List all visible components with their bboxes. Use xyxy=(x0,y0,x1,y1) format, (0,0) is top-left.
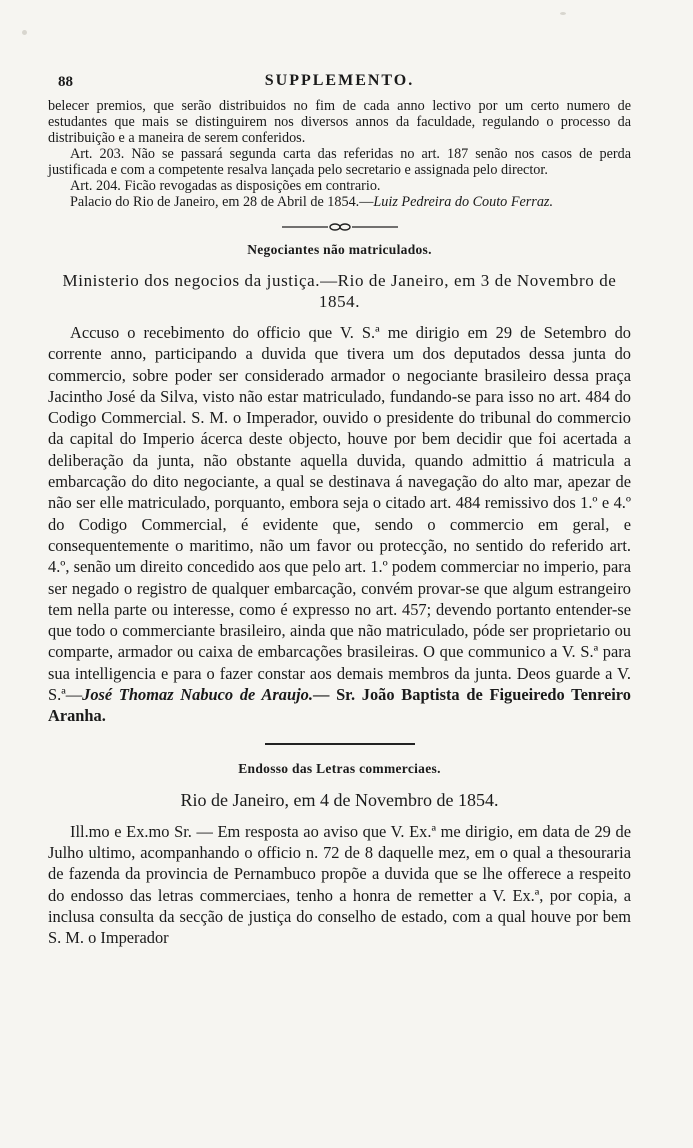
decree-paragraph: belecer premios, que serão distribuidos no fim de cada anno lectivo por um certo numero de estudantes que mais se distinguirem nos diversos annos da faculdade, regulando o processo da distribuição e a maneira de serem conferidos. xyxy=(48,98,631,146)
decree-closing xyxy=(48,194,631,210)
paper-stain xyxy=(22,30,27,35)
section-rule xyxy=(265,741,415,747)
section-title: Endosso das Letras commerciaes. xyxy=(238,760,441,776)
page xyxy=(48,70,631,948)
section-body: Ill.mo e Ex.mo Sr. — Em resposta ao aviso que V. Ex.ª me dirigio, em data de 29 de Julho ultimo, acompanhando o officio n. 72 de 8 daquelle mez, em o qual a thesouraria de fazenda da provincia de Pernambuco propõe a duvida que se lhe offerece a respeito do endosso das letras commerciaes, tenho a honra de remetter a V. Ex.ª, por copia, a inclusa consulta da secção de justiça do conselho de estado, com a qual houve por bem S. M. o Imperador xyxy=(48,821,631,948)
decree-conclusion xyxy=(48,98,631,210)
body-text: Accuso o recebimento do officio que V. S.ª me dirigio em 29 de Setembro do corrente anno, participando a duvida que tivera um dos deputados dessa junta do commercio, sobre poder ser considerado armador o negociante brasileiro dessa praça Jacintho José da Silva, visto não estar matriculado, fundando-se para isso no art. 484 do Codigo Commercial. S. M. o Imperador, ouvido o presidente do tribunal do commercio da capital do Imperio ácerca deste objecto, houve por bem decidir que foi acertada a deliberação da junta, não obstante aquella duvida, quando admittio á matricula a embarcação do dito negociante, a qual se destinava á navegação do alto mar, apezar de não ser elle matriculado, porquanto, embora seja o citado art. 484 remissivo dos 1.º e 4.º do Codigo Commercial, é evidente que, sendo o commercio em geral, e consequentemente o maritimo, não um favor ou protecção, no sentido do referido art. 4.º, senão um direito concedido aos que pelo art. 1.º podem commerciar no imperio, para ser negado o registro de qualquer embarcação, convém provar-se que algum estrangeiro tem nella parte ou interesse, como é expresso no art. 457; devendo portanto entender-se que todo o commerciante brasileiro, ainda que não matriculado, póde ser proprietario ou comparte, armador ou caixa de embarcações brasileiras. O que communico a V. S.ª para sua intelligencia e para o fazer constar aos demais membros da junta. Deos guarde a V. S.ª— xyxy=(48,323,631,705)
dateline: Ministerio dos negocios da justiça.—Rio de Janeiro, em 3 de Novembro de 1854. xyxy=(62,271,617,311)
section-title: Negociantes não matriculados. xyxy=(247,242,432,257)
running-head xyxy=(48,70,631,98)
section-body xyxy=(48,322,631,727)
addressee: — Sr. João Baptista de Figueiredo Tenreiro Aranha. xyxy=(48,685,631,726)
article-203: Art. 203. Não se passará segunda carta das referidas no art. 187 senão nos casos de perda justificada e com a competente resalva lançada pelo secretario e assignada pelo director. xyxy=(48,146,631,178)
running-title: SUPPLEMENTO. xyxy=(264,72,415,89)
dateline: Rio de Janeiro, em 4 de Novembro de 1854. xyxy=(180,789,499,810)
signature: José Thomaz Nabuco de Araujo. xyxy=(82,685,313,705)
ornament-divider-icon xyxy=(280,222,400,232)
paper-stain xyxy=(560,12,566,15)
signature: Luiz Pedreira do Couto Ferraz. xyxy=(373,194,553,210)
article-204: Art. 204. Ficão revogadas as disposições em contrario. xyxy=(70,178,381,194)
page-number: 88 xyxy=(58,74,73,90)
closing-text: Palacio do Rio de Janeiro, em 28 de Abril de 1854.— xyxy=(70,194,374,210)
